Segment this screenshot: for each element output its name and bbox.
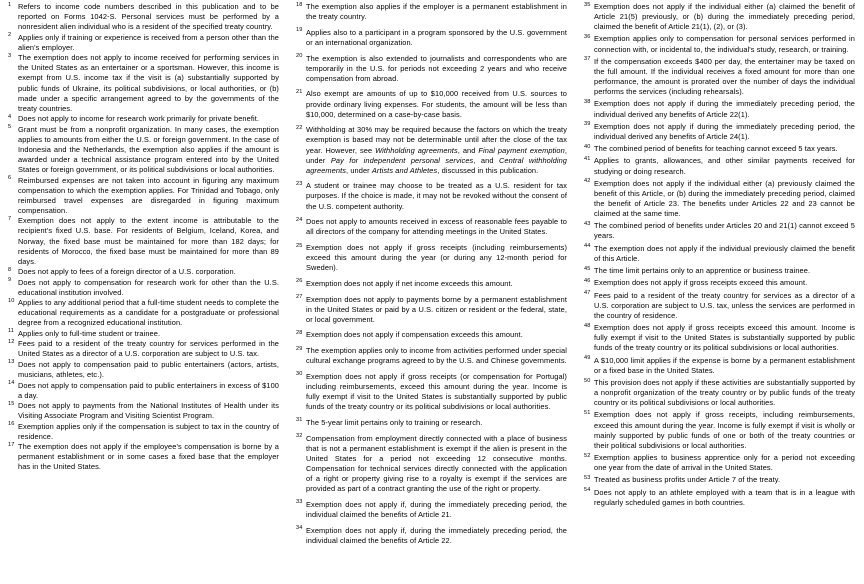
- footnote-49: [583, 356, 855, 376]
- footnote-text: Exemption does not apply if gross receipts, including reimbursements, exceed this amount during the year. Income is fully exempt if visit is wholly or mainly supported by public funds of one or both of the treaty countries or their political subdivisions or local authorities.: [594, 410, 855, 450]
- footnote-47: [583, 291, 855, 321]
- footnote-50: [583, 378, 855, 408]
- footnote-text: Exemption applies only to compensation for personal services performed in connection with, or incidental to, the individual's study, research, or training.: [594, 34, 855, 54]
- footnote-text: The exemption applies only to income from activities performed under special cultural exchange programs agreed to by the U.S. and Chinese governments.: [306, 346, 567, 366]
- footnote-column-1: [7, 2, 279, 584]
- footnote-text: Exemption does not apply if the individual either (a) claimed the benefit of Article 21(5) previously, or (b) during the immediately preceding period, claimed the benefit of Article 21(1), (2), or (3).: [594, 2, 855, 32]
- footnote-number: 18: [296, 1, 303, 8]
- footnote-32: [295, 434, 567, 495]
- footnote-number: 53: [584, 474, 591, 481]
- footnote-number: 47: [584, 290, 591, 297]
- footnote-34: [295, 526, 567, 546]
- footnote-text: The combined period of benefits for teaching cannot exceed 5 tax years.: [594, 144, 838, 154]
- footnote-48: [583, 323, 855, 353]
- footnote-2: [7, 33, 279, 53]
- footnote-number: 8: [8, 266, 12, 273]
- footnote-text: Also exempt are amounts of up to $10,000 received from U.S. sources to provide ordinary living expenses. For students, the amount will be less than $10,000, determined on a case-by-case basis.: [306, 89, 567, 119]
- footnote-46: [583, 278, 855, 288]
- footnote-51: [583, 410, 855, 450]
- footnote-text: Exemption does not apply if compensation exceeds this amount.: [306, 330, 523, 340]
- footnote-number: 51: [584, 409, 591, 416]
- footnote-41: [583, 156, 855, 176]
- footnote-number: 7: [8, 215, 12, 222]
- footnote-45: [583, 266, 855, 276]
- footnote-26: [295, 279, 567, 289]
- footnote-9: [7, 278, 279, 298]
- footnote-number: 17: [8, 441, 15, 448]
- footnote-text: A $10,000 limit applies if the expense is borne by a permanent establishment or a fixed base in the United States.: [594, 355, 855, 375]
- footnote-text: Does not apply to income for research work primarily for private benefit.: [18, 114, 260, 124]
- footnote-42: [583, 179, 855, 219]
- footnote-text: Does not apply to compensation paid to public entertainers (actors, artists, musicians, athletes, etc.).: [18, 359, 279, 380]
- footnote-52: [583, 453, 855, 473]
- footnote-number: 23: [296, 180, 303, 187]
- footnote-number: 15: [8, 400, 15, 407]
- footnote-28: [295, 330, 567, 340]
- footnote-number: 32: [296, 433, 303, 440]
- footnote-1: [7, 2, 279, 32]
- footnote-35: [583, 2, 855, 32]
- footnote-number: 19: [296, 27, 303, 34]
- footnote-20: [295, 54, 567, 84]
- footnote-text: Exemption does not apply if net income exceeds this amount.: [306, 278, 513, 288]
- footnote-21: [295, 89, 567, 119]
- footnote-15: [7, 401, 279, 421]
- footnote-text: A student or trainee may choose to be treated as a U.S. resident for tax purposes. If the choice is made, it may not be revoked without the consent of the U.S. competent authority.: [306, 181, 567, 211]
- footnote-4: [7, 114, 279, 124]
- footnote-number: 30: [296, 371, 303, 378]
- footnote-text: Applies to grants, allowances, and other similar payments received for studying or doing research.: [594, 156, 855, 176]
- footnote-number: 14: [8, 380, 15, 387]
- footnote-text: Exemption does not apply if gross receipts (including reimbursements) exceed this amount during the year (or during any 12-month period for Sweden).: [306, 243, 567, 273]
- footnote-number: 21: [296, 88, 303, 95]
- footnote-number: 46: [584, 277, 591, 284]
- footnote-text: Exemption does not apply if the individual either (a) previously claimed the benefit of this Article, or (b) during the immediately preceding period, claimed the benefit of Article 23. The benefits under Articles 22 and 23 cannot be claimed at the same time.: [594, 178, 855, 219]
- footnote-number: 13: [8, 359, 15, 366]
- footnote-number: 35: [584, 1, 591, 8]
- footnote-text: Exemption does not apply if gross receipts exceed this amount.: [594, 278, 808, 288]
- footnote-text: Does not apply to payments from the National Institutes of Health under its Visiting Associate Program and Visiting Scientist Program.: [18, 401, 279, 421]
- footnote-text: Exemption does not apply if gross receipts (or compensation for Portugal) including reimbursements, exceed this amount during the year. Income is fully exempt if visit to the United States is substantially supported by public funds of the treaty country or its political subdivisions or local authorities.: [306, 371, 567, 412]
- footnote-text: Does not apply to an athlete employed with a team that is in a league with regularly scheduled games in both countries.: [594, 487, 855, 507]
- footnote-24: [295, 217, 567, 237]
- footnote-23: [295, 181, 567, 211]
- footnote-number: 48: [584, 322, 591, 329]
- footnote-number: 49: [584, 355, 591, 362]
- footnote-text: The exemption does not apply if the individual previously claimed the benefit of this Article.: [594, 243, 855, 263]
- footnote-text: The exemption is also extended to journalists and correspondents who are temporarily in the U.S. for periods not exceeding 2 years and who receive compensation from abroad.: [306, 53, 567, 83]
- footnote-number: 29: [296, 345, 303, 352]
- footnote-number: 39: [584, 121, 591, 128]
- footnote-number: 34: [296, 525, 303, 532]
- footnote-12: [7, 339, 279, 359]
- footnote-text: Exemption applies only if the compensation is subject to tax in the country of residence.: [18, 421, 279, 441]
- footnote-text: Does not apply to fees of a foreign director of a U.S. corporation.: [18, 267, 236, 277]
- footnote-text: If the compensation exceeds $400 per day, the entertainer may be taxed on the full amount. If the individual receives a fixed amount for more than one performance, the amount is prorated over the number of days the individual performs the services (including rehearsals).: [594, 56, 855, 97]
- footnote-number: 42: [584, 178, 591, 185]
- footnote-number: 10: [8, 297, 15, 304]
- footnote-25: [295, 243, 567, 273]
- footnote-text: Does not apply to compensation paid to public entertainers in excess of $100 a day.: [18, 380, 279, 400]
- footnote-text: Applies also to a participant in a program sponsored by the U.S. government or an international organization.: [306, 27, 567, 47]
- footnote-text: Exemption does not apply if during the immediately preceding period, the individual derived any benefits of Article 24(1).: [594, 121, 855, 141]
- footnote-text: Fees paid to a resident of the treaty country for services performed in the United States as a director of a U.S. corporation are subject to U.S. tax.: [18, 339, 279, 359]
- footnote-text: Reimbursed expenses are not taken into account in figuring any maximum compensation to which the exemption applies. For Trinidad and Tobago, only reimbursed travel expenses are disregarded in figuring maximum compensation.: [18, 175, 279, 215]
- footnote-text: Exemption does not apply if, during the immediately preceding period, the individual claimed the benefits of Article 22.: [306, 525, 567, 545]
- footnote-36: [583, 34, 855, 54]
- footnote-text: Exemption does not apply to the extent income is attributable to the recipient's fixed U.S. base. For residents of Belgium, Iceland, Korea, and Norway, the fixed base must be maintained for more than 182 days; for residents of Morocco, the fixed base must be maintained for more than 89 days.: [18, 216, 279, 266]
- footnote-number: 36: [584, 33, 591, 40]
- footnote-6: [7, 176, 279, 216]
- footnote-text: The exemption does not apply to income received for performing services in the United States as an entertainer or a sportsman. However, this income is exempt from U.S. income tax if the visit is (a) substantially supported by public funds of Ukraine, its political subdivisions, or local authorities, or (b) made under a specific arrangement agreed to by the governments of the treaty countries.: [18, 53, 279, 113]
- footnote-37: [583, 57, 855, 97]
- footnote-text: Exemption does not apply to payments borne by a permanent establishment in the United States or paid by a U.S. citizen or resident or the federal, state, or local government.: [306, 294, 567, 324]
- footnote-text: The exemption does not apply if the employee's compensation is borne by a permanent establishment or in some cases a fixed base that the employer has in the United States.: [18, 442, 279, 472]
- footnote-number: 16: [8, 421, 15, 428]
- footnote-3: [7, 53, 279, 114]
- footnote-number: 4: [8, 113, 12, 120]
- footnote-text: The time limit pertains only to an apprentice or business trainee.: [594, 266, 811, 276]
- footnote-number: 9: [8, 277, 12, 284]
- footnote-number: 24: [296, 216, 303, 223]
- footnote-text: Refers to income code numbers described in this publication and to be reported on Forms 1042-S. Personal services must be performed by a nonresident alien individual who is a resident of the specified treaty country.: [18, 2, 279, 32]
- footnote-text: Applies only to full-time student or trainee.: [18, 328, 161, 338]
- footnote-text: Fees paid to a resident of the treaty country for services as a director of a U.S. corporation are subject to U.S. tax, unless the services are performed in the country of residence.: [594, 290, 855, 320]
- footnote-number: 11: [8, 328, 15, 335]
- footnote-16: [7, 422, 279, 442]
- footnote-10: [7, 298, 279, 328]
- footnote-27: [295, 295, 567, 325]
- footnote-number: 45: [584, 265, 591, 272]
- footnote-number: 41: [584, 155, 591, 162]
- footnote-number: 54: [584, 487, 591, 494]
- footnote-number: 20: [296, 53, 303, 60]
- footnote-number: 50: [584, 377, 591, 384]
- footnote-number: 27: [296, 294, 303, 301]
- footnote-30: [295, 372, 567, 412]
- footnote-number: 33: [296, 499, 303, 506]
- footnote-number: 37: [584, 56, 591, 63]
- footnote-number: 28: [296, 329, 303, 336]
- footnote-column-2: [295, 2, 567, 584]
- footnote-7: [7, 216, 279, 266]
- footnote-18: [295, 2, 567, 22]
- footnote-text: The combined period of benefits under Articles 20 and 21(1) cannot exceed 5 years.: [594, 221, 855, 241]
- footnote-29: [295, 346, 567, 366]
- footnote-number: 43: [584, 220, 591, 227]
- footnote-number: 38: [584, 98, 591, 105]
- footnote-5: [7, 125, 279, 175]
- footnote-38: [583, 99, 855, 119]
- footnote-43: [583, 221, 855, 241]
- footnote-number: 6: [8, 175, 12, 182]
- footnote-number: 26: [296, 278, 303, 285]
- footnote-44: [583, 244, 855, 264]
- footnote-19: [295, 28, 567, 48]
- footnote-13: [7, 360, 279, 380]
- footnote-number: 12: [8, 338, 15, 345]
- footnote-53: [583, 475, 855, 485]
- footnote-number: 52: [584, 452, 591, 459]
- footnote-11: [7, 329, 279, 339]
- footnote-number: 22: [296, 124, 303, 131]
- footnote-number: 2: [8, 32, 12, 39]
- footnote-22: [295, 125, 567, 175]
- footnote-text: Compensation from employment directly connected with a place of business that is not a permanent establishment is exempt if the alien is present in the United States for a period not exceeding 12 consecutive months. Compensation for technical services directly connected with the application of a right or property giving rise to a royalty is exempt if the services are provided as part of a contract granting the use of the right or property.: [306, 433, 567, 494]
- footnote-number: 31: [296, 417, 303, 424]
- footnote-14: [7, 381, 279, 401]
- footnote-text: Treated as business profits under Article 7 of the treaty.: [594, 475, 781, 485]
- footnote-text: This provision does not apply if these activities are substantially supported by a nonprofit organization of the treaty country or by public funds of the treaty country or its political subdivisions or local authorities.: [594, 378, 855, 408]
- footnote-text: Exemption applies to business apprentice only for a period not exceeding one year from the date of arrival in the United States.: [594, 453, 855, 473]
- footnote-number: 25: [296, 242, 303, 249]
- footnote-number: 1: [8, 1, 12, 8]
- footnote-33: [295, 500, 567, 520]
- footnote-31: [295, 418, 567, 428]
- footnote-text: The 5-year limit pertains only to training or research.: [306, 417, 483, 427]
- footnote-text: Exemption does not apply if, during the immediately preceding period, the individual claimed the benefits of Article 21.: [306, 499, 567, 519]
- footnote-number: 40: [584, 143, 591, 150]
- footnote-text: Exemption does not apply if during the immediately preceding period, the individual derived any benefits of Article 22(1).: [594, 99, 855, 119]
- footnote-8: [7, 267, 279, 277]
- footnote-17: [7, 442, 279, 472]
- footnote-text: Exemption does not apply if gross receipts exceed this amount. Income is fully exempt if visit to the United States is substantially supported by public funds of the treaty country or its political subdivisions or local authorities.: [594, 323, 855, 353]
- footnote-54: [583, 488, 855, 508]
- footnote-text: Does not apply to amounts received in excess of reasonable fees payable to all directors of the company for attending meetings in the United States.: [306, 217, 567, 237]
- footnote-text: Withholding at 30% may be required because the factors on which the treaty exemption is based may not be determinable until after the close of the tax year. However, see Withholding agreements, and Final payment exemption, under Pay for independent personal services, and Central withholding agreements, under Artists and Athletes, discussed in this publication.: [306, 125, 568, 175]
- footnote-39: [583, 122, 855, 142]
- footnote-column-3: [583, 2, 855, 584]
- footnote-text: The exemption also applies if the employer is a permanent establishment in the treaty country.: [306, 2, 567, 22]
- footnote-number: 3: [8, 52, 12, 59]
- footnote-text: Applies only if training or experience is received from a person other than the alien's employer.: [18, 32, 279, 52]
- footnote-40: [583, 144, 855, 154]
- footnote-text: Does not apply to compensation for research work for other than the U.S. educational institution involved.: [18, 277, 279, 297]
- footnote-text: Applies to any additional period that a full-time student needs to complete the educational requirements as a candidate for a postgraduate or professional degree from a recognized educational institution.: [18, 298, 279, 328]
- footnote-number: 44: [584, 243, 591, 250]
- footnote-number: 5: [8, 124, 12, 131]
- footnote-text: Grant must be from a nonprofit organization. In many cases, the exemption applies to amounts from either the U.S. or foreign government. In the case of Indonesia and the Netherlands, the exemption also applies if the amount is awarded under a technical assistance program entered into by the United States or foreign government, or its political subdivisions or local authorities.: [18, 124, 279, 175]
